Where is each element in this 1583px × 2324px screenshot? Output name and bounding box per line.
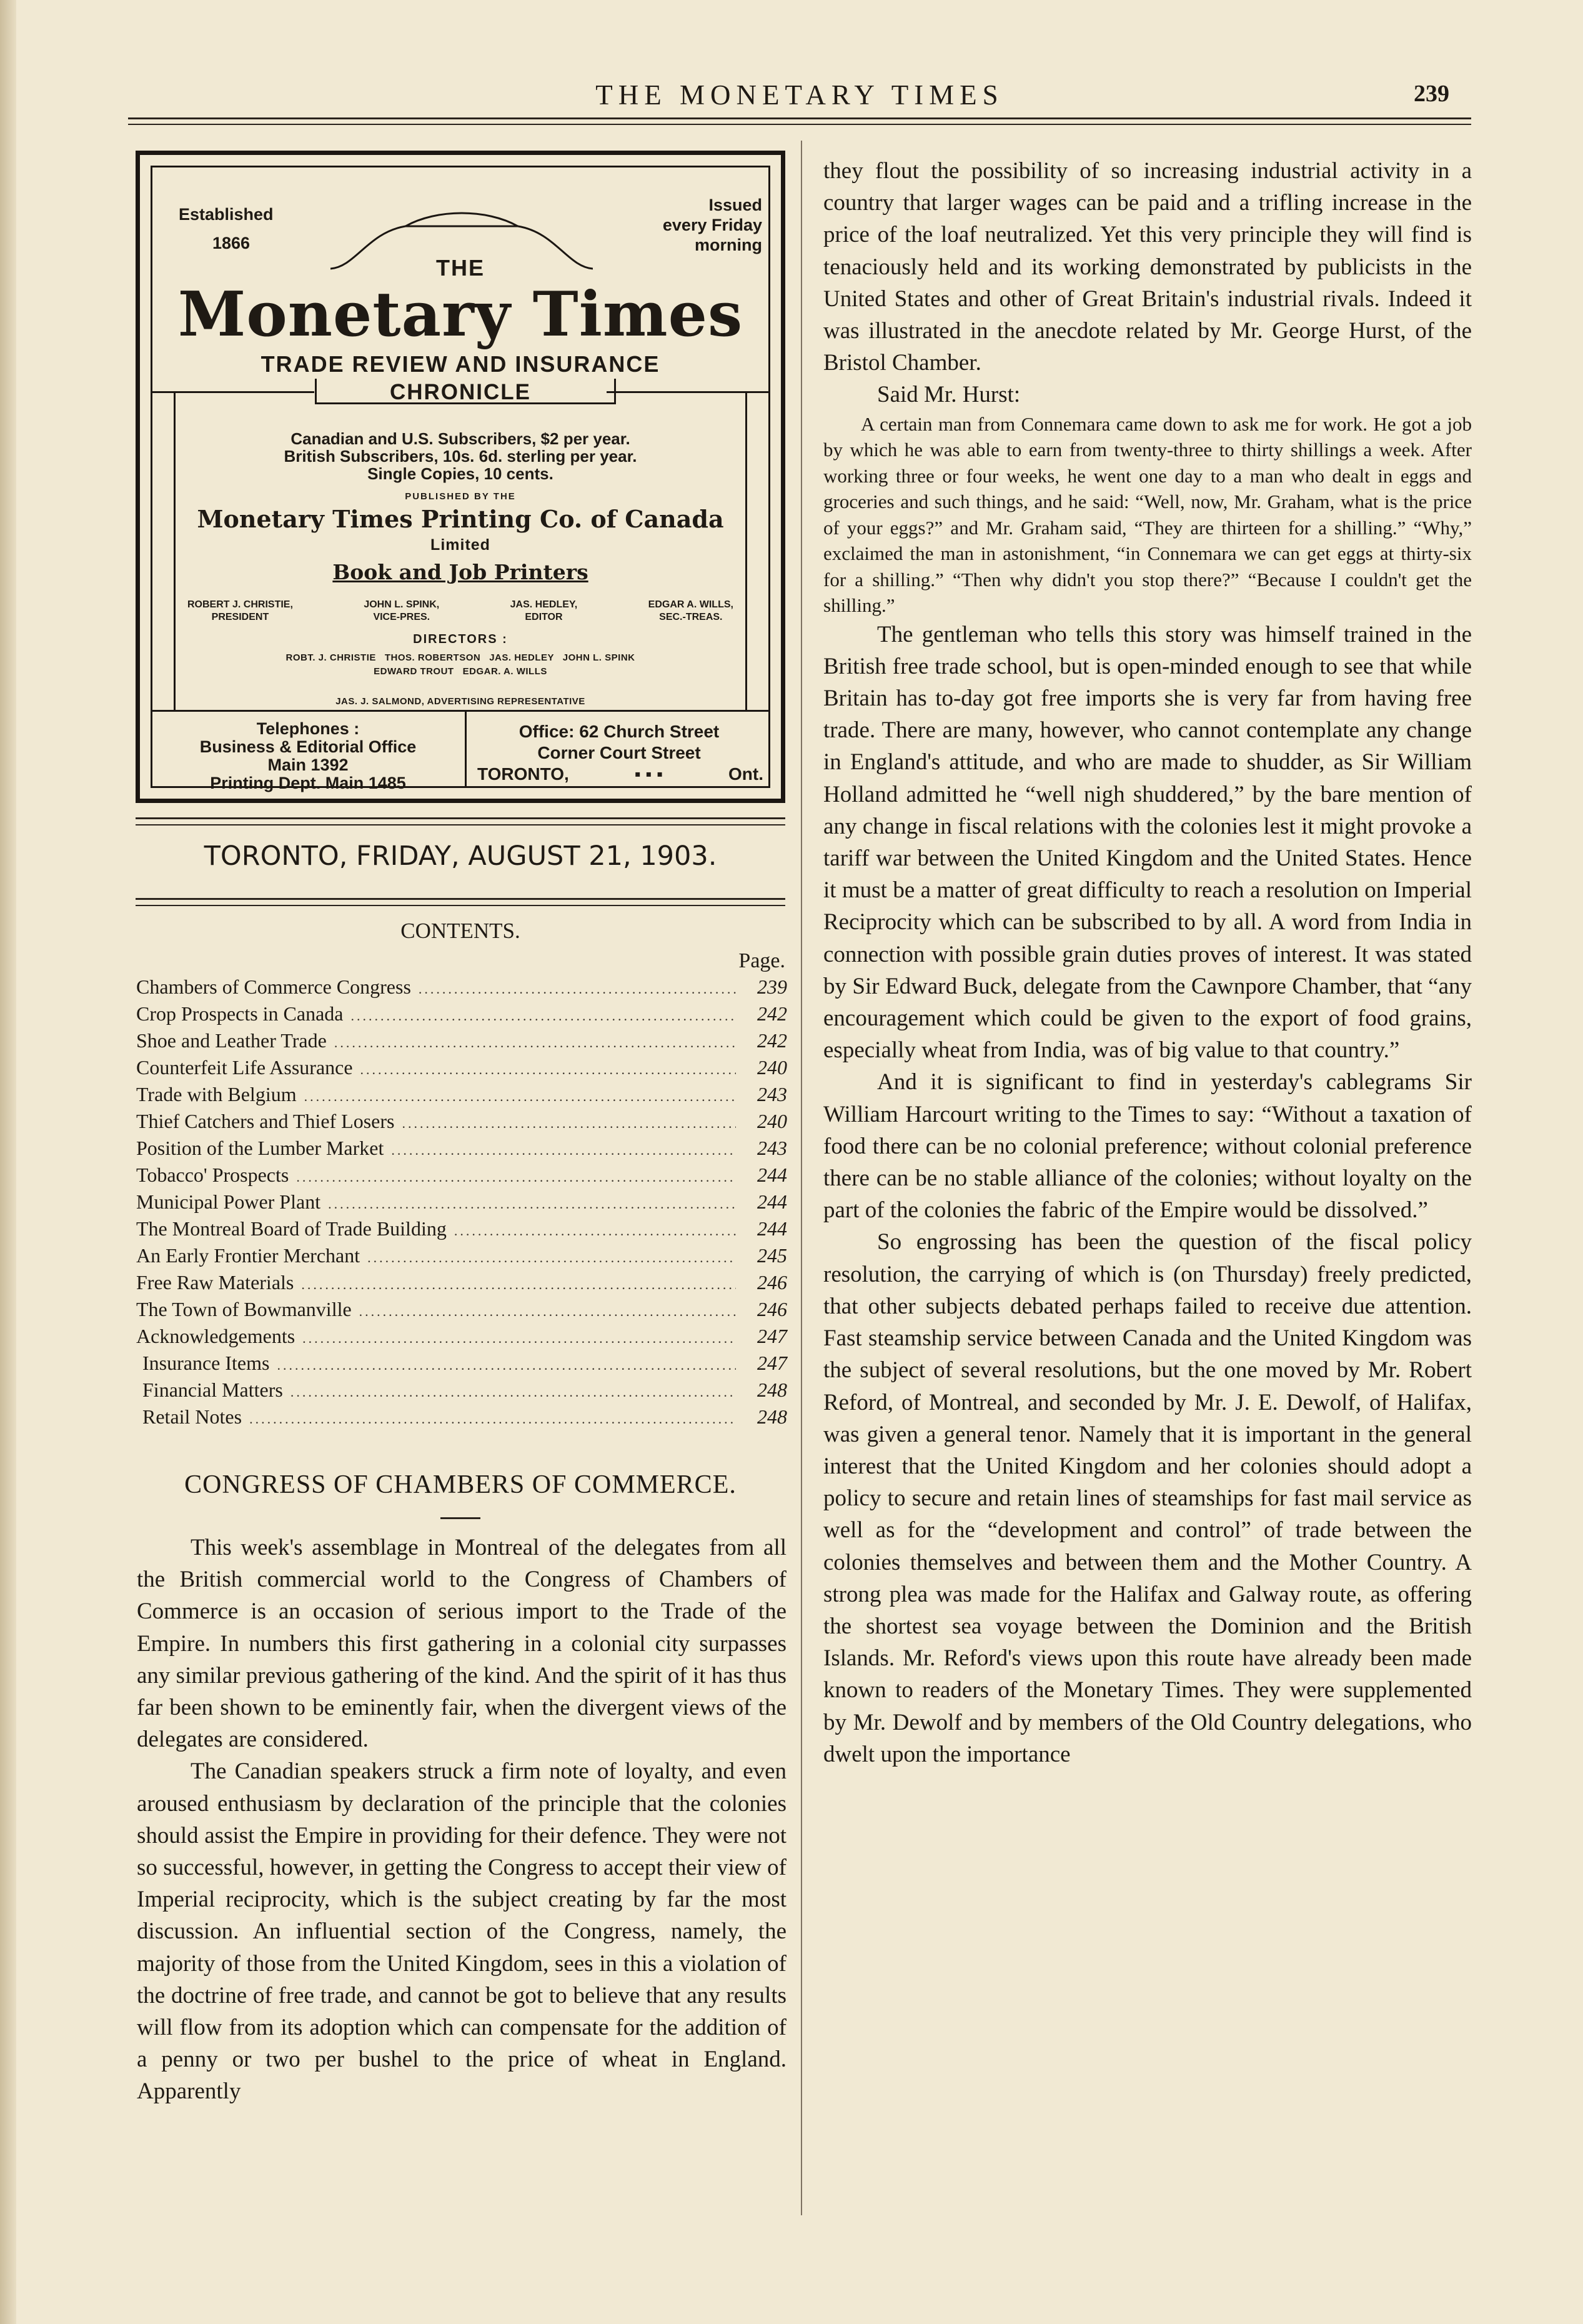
- right-column-text: [823, 155, 1472, 1770]
- officer: [187, 599, 293, 624]
- issued-line: every Friday: [662, 216, 762, 234]
- masthead-chronicle: CHRONICLE: [389, 380, 532, 404]
- contents-item-page: 244: [757, 1217, 787, 1240]
- contents-item-title: An Early Frontier Merchant: [136, 1244, 360, 1267]
- contents-item-page: 240: [757, 1056, 787, 1079]
- directors-label: DIRECTORS :: [413, 632, 508, 646]
- directors-list: [177, 651, 743, 679]
- contents-item-title: Municipal Power Plant: [136, 1190, 321, 1213]
- contents-item-page: 242: [757, 1002, 787, 1025]
- article-paragraph: The Canadian speakers struck a firm note of loyalty, and even aroused enthusiasm by declaration of the principle that the colonies should assist the Empire in providing for their defence. They were not so successful, however, in getting the Congress to accept their view of Imperial reciprocity, which is the subject creating by far the most discussion. An influential section of the Congress, namely, the majority of those from the United Kingdom, sees in this a violation of the doctrine of free trade, and cannot be got to believe that any results will flow from its adoption which can compensate for the addition of a penny or two per bushel to the price of wheat in England. Apparently: [137, 1758, 787, 2105]
- dot-leader: [454, 1223, 736, 1239]
- officer: [364, 599, 439, 624]
- masthead-inner-rule: [174, 391, 176, 710]
- dot-leader: [290, 1384, 736, 1400]
- contents-item-title: The Town of Bowmanville: [136, 1298, 352, 1320]
- contents-item-page: 247: [757, 1352, 787, 1374]
- left-column-text: [137, 1532, 787, 2108]
- masthead-rule-below: [136, 817, 785, 825]
- contents-item: [136, 1325, 787, 1352]
- dot-leader: [277, 1357, 736, 1374]
- publisher-limited: Limited: [430, 536, 490, 554]
- contents-item-page: 246: [757, 1298, 787, 1320]
- dateline: TORONTO, FRIDAY, AUGUST 21, 1903.: [204, 840, 717, 872]
- telephone-line: Printing Dept. Main 1485: [210, 774, 406, 792]
- dot-leader: [360, 1062, 736, 1078]
- contents-item: [136, 1083, 787, 1110]
- dot-leader: [359, 1304, 736, 1320]
- dot-leader: [419, 981, 736, 997]
- contents-item-page: 243: [757, 1137, 787, 1159]
- contents-item-title: Chambers of Commerce Congress: [136, 975, 411, 998]
- published-by: PUBLISHED BY THE: [405, 491, 516, 502]
- contents-item: [136, 1164, 787, 1190]
- running-head: [125, 79, 1474, 116]
- masthead: [136, 151, 785, 803]
- officer-name: EDGAR A. WILLS,: [648, 599, 733, 610]
- publisher-name: Monetary Times Printing Co. of Canada: [197, 505, 724, 533]
- contents-item-page: 240: [757, 1110, 787, 1132]
- telephone-line: Main 1392: [267, 756, 349, 774]
- issued-line: Issued: [708, 196, 762, 214]
- contents-title: CONTENTS.: [400, 919, 520, 943]
- contents-item-title: Trade with Belgium: [136, 1083, 297, 1105]
- masthead-lower-divider: [465, 710, 467, 786]
- contents-item: [136, 1298, 787, 1325]
- contents-list: [136, 975, 787, 1432]
- dot-leader: [351, 1008, 737, 1024]
- contents-item-page: 244: [757, 1190, 787, 1213]
- office-line: Corner Court Street: [537, 743, 701, 762]
- officer-role: PRESIDENT: [211, 612, 269, 622]
- contents-item: [136, 1271, 787, 1298]
- article-paragraph: This week's assemblage in Montreal of the delegates from all the British commercial world to the Congress of Chambers of Commerce is an occasion of serious import to the Trade of the Empire. In numbers this first gathering in a colonial city surpasses any similar previous gathering of the kind. And the spirit of it has thus far been shown to be eminently fair, when the divergent views of the delegates are considered.: [137, 1535, 787, 1753]
- contents-item: [136, 1137, 787, 1164]
- contents-item-title: Shoe and Leather Trade: [136, 1029, 327, 1052]
- contents-item-title: Retail Notes: [142, 1405, 242, 1428]
- contents-item: [136, 1379, 787, 1405]
- issued-note: [663, 195, 762, 255]
- officer-role: SEC.-TREAS.: [659, 612, 723, 622]
- contents-item: [136, 1405, 787, 1432]
- office-province: Ont.: [728, 764, 763, 784]
- established-label: Established: [179, 205, 274, 224]
- contents-item-page: 245: [757, 1244, 787, 1267]
- contents-item-title: Tobacco' Prospects: [136, 1164, 289, 1186]
- subscription-line: Single Copies, 10 cents.: [367, 464, 553, 483]
- anecdote-quote: A certain man from Connemara came down to ask me for work. He got a job by which he was able to earn from twenty-three to thirty shillings a week. After working three or four weeks, he went one day to a man who dealt in eggs and groceries and such things, and he said: “Well, now, Mr. Graham, what is the price of your eggs?” and Mr. Graham said, “They are thirteen for a shilling.” “Why,” exclaimed the man in astonishment, “in Connemara we can get eggs at thirty-six for a shilling.” “Then why didn't you stop there?” “Because I couldn't get the shilling.”: [823, 412, 1472, 617]
- contents-item-page: 244: [757, 1164, 787, 1186]
- contents-item-title: Position of the Lumber Market: [136, 1137, 384, 1159]
- dot-leader: [391, 1142, 736, 1159]
- article-paragraph: And it is significant to find in yesterday's cablegrams Sir William Harcourt writing to the Times to say: “Without a taxation of food there can be no colonial preference; without colonial preference there can be no stable alliance of the colonies; without loyalty on the part of the colonies the fabric of the Empire would be dissolved.”: [823, 1069, 1472, 1224]
- advertising-representative: JAS. J. SALMOND, ADVERTISING REPRESENTATIVE: [335, 696, 585, 707]
- running-title: THE MONETARY TIMES: [595, 79, 1004, 111]
- masthead-the: THE: [436, 255, 485, 281]
- masthead-inner-rule: [745, 391, 747, 710]
- column-rule: [801, 141, 802, 2215]
- dot-leader: [301, 1277, 736, 1293]
- contents-item-page: 239: [757, 975, 787, 998]
- telephone-line: Telephones :: [256, 719, 360, 738]
- established-note: [179, 200, 274, 257]
- article-paragraph: The gentleman who tells this story was himself trained in the British free trade school, but is open-minded enough to see that while Britain has to-day got free imports she is very far from having free trade. There are many, however, who cannot contemplate any change in England's attitude, and who are made to shudder, as Sir William Holland admitted he “well nigh shuddered,” by the bare mention of any change in fiscal relations with the colonies lest it might provoke a tariff war between the United Kingdom and the United States. Hence it must be a matter of great difficulty to reach a resolution on Imperial Reciprocity which can be subscribed to by all. A word from India in connection with possible grain duties proves of interest. It was stated by Sir Edward Buck, delegate from the Cawnpore Chamber, that “any encouragement which could be given to the export of food grains, especially wheat from India, was of big value to that country.”: [823, 621, 1472, 1064]
- office-city: TORONTO,: [477, 764, 569, 784]
- officer-name: ROBERT J. CHRISTIE,: [187, 599, 293, 610]
- contents-item-title: Financial Matters: [142, 1379, 283, 1401]
- office-city-dots: ▪ ▪ ▪: [634, 764, 663, 784]
- established-year: 1866: [212, 234, 251, 252]
- dot-leader: [328, 1196, 736, 1212]
- contents-item-page: 247: [757, 1325, 787, 1347]
- contents-item-title: Counterfeit Life Assurance: [136, 1056, 353, 1079]
- contents-item: [136, 975, 787, 1002]
- contents-item-page: 243: [757, 1083, 787, 1105]
- contents-item: [136, 1110, 787, 1137]
- head-rule: [128, 117, 1471, 125]
- officer-name: JOHN L. SPINK,: [364, 599, 440, 610]
- contents-page-label: Page.: [738, 949, 785, 972]
- issued-line: morning: [695, 236, 762, 254]
- contents-item: [136, 1029, 787, 1056]
- subscription-line: British Subscribers, 10s. 6d. sterling per year.: [284, 447, 637, 466]
- masthead-title: Monetary Times: [177, 279, 743, 351]
- contents-item: [136, 1002, 787, 1029]
- directors-line: ROBT. J. CHRISTIE THOS. ROBERTSON JAS. HEDLEY JOHN L. SPINK: [285, 652, 635, 663]
- contents-item: [136, 1352, 787, 1379]
- officer-role: VICE-PRES.: [373, 612, 430, 622]
- title-divider: [440, 1517, 480, 1519]
- contents-item-title: Thief Catchers and Thief Losers: [136, 1110, 395, 1132]
- article-paragraph: they flout the possibility of so increasing industrial activity in a country that larger wages can be paid and a trifling increase in the price of the loaf neutralized. Yet this very principle they will find is tenaciously held and its working demonstrated by publicists in the United States and other of Great Britain's industrial rivals. Indeed it was illustrated in the anecdote related by Mr. George Hurst, of the Bristol Chamber.: [823, 158, 1472, 376]
- contents-item-title: Crop Prospects in Canada: [136, 1002, 344, 1025]
- contents-item-page: 242: [757, 1029, 787, 1052]
- directors-line: EDWARD TROUT EDGAR. A. WILLS: [374, 666, 547, 677]
- office-city-line: [472, 764, 766, 785]
- office-address: [472, 721, 766, 785]
- dot-leader: [334, 1035, 736, 1051]
- dateline-rule: [136, 898, 785, 906]
- telephone-info: [155, 720, 461, 792]
- contents-item-title: Free Raw Materials: [136, 1271, 294, 1294]
- masthead-inner-frame: [151, 166, 770, 792]
- page-number: 239: [1414, 81, 1449, 107]
- page-binding-edge: [0, 0, 16, 2324]
- officer-name: JAS. HEDLEY,: [510, 599, 578, 610]
- masthead-subtitle: TRADE REVIEW AND INSURANCE: [261, 351, 660, 377]
- article-paragraph: So engrossing has been the question of the fiscal policy resolution, the carrying of which is (on Thursday) freely predicted, that other subjects debated perhaps failed to receive due attention. Fast steamship service between Canada and the United Kingdom was the subject of several resolutions, but the one moved by Mr. Robert Reford, of Montreal, and seconded by Mr. J. E. Dewolf, of Halifax, was given a general tenor. Namely that it is important in the general interest that the United Kingdom and her colonies should adopt a policy to secure and retain lines of steamships for fast mail service as well as for the “development and control” of trade between the colonies themselves and between them and the Mother Country. A strong plea was made for the Halifax and Galway route, as offering the shortest sea voyage between the Dominion and the British Islands. Mr. Reford's views upon this route have already been made known to readers of the Monetary Times. They were supplemented by Mr. Dewolf and by members of the Old Country delegations, who dwelt upon the importance: [823, 1229, 1472, 1767]
- contents-item: [136, 1190, 787, 1217]
- article-title: CONGRESS OF CHAMBERS OF COMMERCE.: [184, 1470, 737, 1499]
- telephone-line: Business & Editorial Office: [199, 737, 417, 756]
- contents-item-title: Acknowledgements: [136, 1325, 295, 1347]
- contents-item: [136, 1217, 787, 1244]
- dot-leader: [302, 1330, 736, 1347]
- contents-item-title: Insurance Items: [142, 1352, 270, 1374]
- printers-line: Book and Job Printers: [332, 560, 588, 584]
- contents-item-page: 248: [757, 1379, 787, 1401]
- dot-leader: [249, 1411, 736, 1427]
- officer: [648, 599, 733, 624]
- subscription-rates: [177, 430, 743, 482]
- dot-leader: [296, 1169, 736, 1185]
- contents-item: [136, 1056, 787, 1083]
- masthead-lower-rule: [151, 710, 770, 712]
- contents-item: [136, 1244, 787, 1271]
- dot-leader: [367, 1250, 736, 1266]
- dot-leader: [402, 1115, 736, 1132]
- contents-item-title: The Montreal Board of Trade Building: [136, 1217, 447, 1240]
- office-line: Office: 62 Church Street: [519, 722, 720, 741]
- dot-leader: [304, 1089, 736, 1105]
- subscription-line: Canadian and U.S. Subscribers, $2 per year.: [290, 429, 630, 448]
- officer: [510, 599, 578, 624]
- officers-list: [187, 599, 733, 624]
- officer-role: EDITOR: [525, 612, 563, 622]
- contents-item-page: 246: [757, 1271, 787, 1294]
- contents-item-page: 248: [757, 1405, 787, 1428]
- said-line: Said Mr. Hurst:: [877, 382, 1021, 408]
